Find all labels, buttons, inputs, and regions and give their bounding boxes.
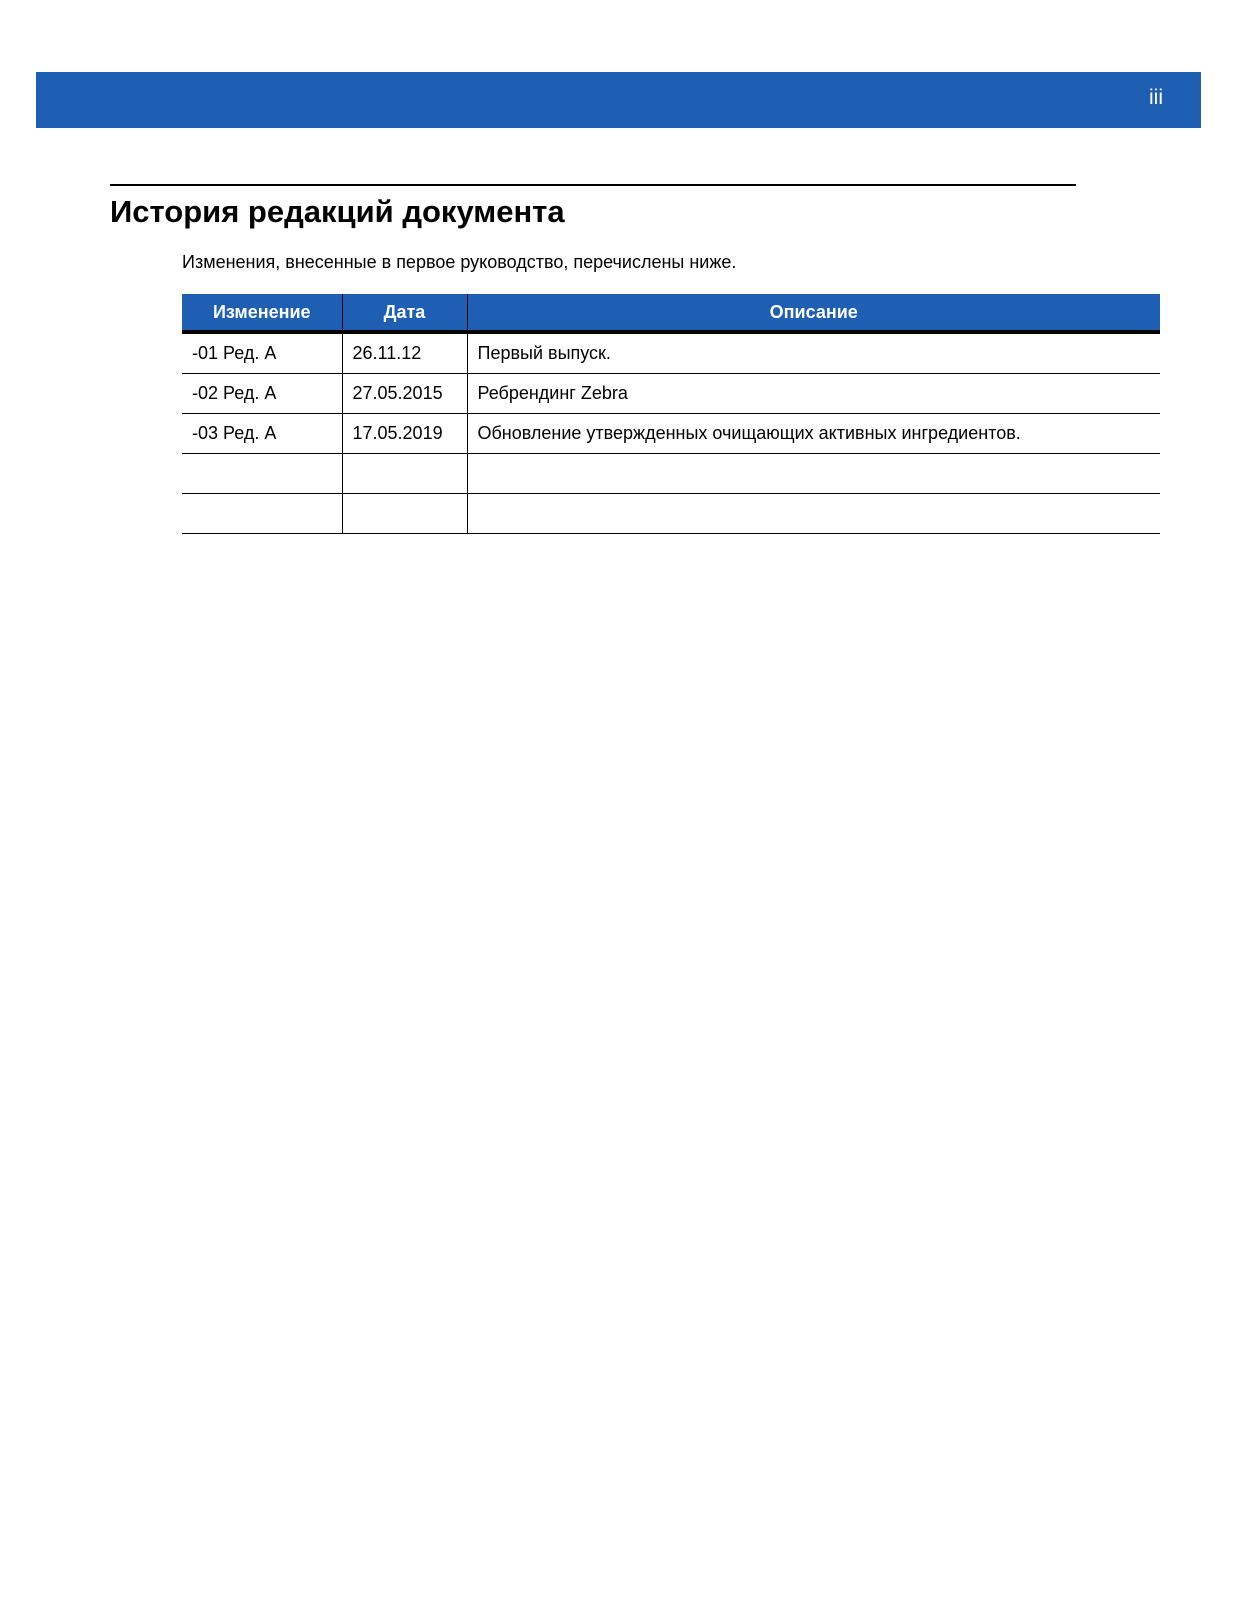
cell-change: -03 Ред. A xyxy=(182,414,342,454)
intro-text: Изменения, внесенные в первое руководство, перечислены ниже. xyxy=(182,252,737,272)
cell-change: -02 Ред. A xyxy=(182,374,342,414)
title-divider xyxy=(110,184,1076,186)
table-row xyxy=(182,414,1160,454)
page-title: История редакций документа xyxy=(110,194,565,229)
cell-date: 26.11.12 xyxy=(342,332,467,374)
cell-description: Обновление утвержденных очищающих активных ингредиентов. xyxy=(467,414,1160,454)
table-row-empty xyxy=(182,454,1160,494)
cell-date xyxy=(342,454,467,494)
cell-date xyxy=(342,494,467,534)
cell-change xyxy=(182,454,342,494)
cell-description xyxy=(467,454,1160,494)
revision-history-table xyxy=(182,294,1160,534)
column-header-date: Дата xyxy=(342,294,467,332)
cell-description: Первый выпуск. xyxy=(467,332,1160,374)
page-number: iii xyxy=(1149,86,1163,109)
table-header-row xyxy=(182,294,1160,332)
column-header-change: Изменение xyxy=(182,294,342,332)
cell-description: Ребрендинг Zebra xyxy=(467,374,1160,414)
cell-change xyxy=(182,494,342,534)
table-row-empty xyxy=(182,494,1160,534)
cell-description xyxy=(467,494,1160,534)
table-row xyxy=(182,374,1160,414)
column-header-description: Описание xyxy=(467,294,1160,332)
table-row xyxy=(182,332,1160,374)
cell-date: 17.05.2019 xyxy=(342,414,467,454)
cell-change: -01 Ред. A xyxy=(182,332,342,374)
header-bar xyxy=(36,72,1201,128)
cell-date: 27.05.2015 xyxy=(342,374,467,414)
